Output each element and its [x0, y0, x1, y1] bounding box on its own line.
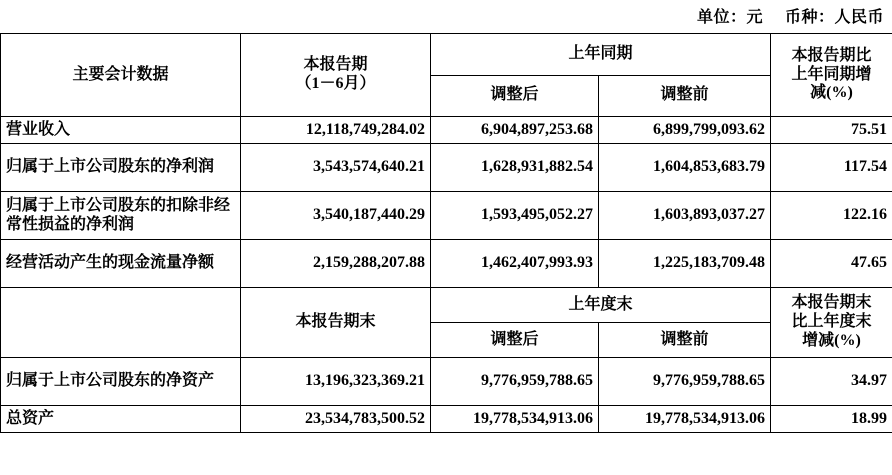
row-label: 营业收入	[1, 117, 241, 144]
row-prev-adjusted-value: 9,776,959,788.65	[431, 358, 599, 406]
header-change2-line3: 增减(%)	[802, 331, 861, 349]
table-row	[1, 240, 892, 288]
header-change-line3: 减(%)	[810, 84, 853, 102]
row-prev-unadjusted-value: 6,899,799,093.62	[599, 117, 771, 144]
header-change2-line1: 本报告期末	[791, 294, 872, 312]
header-same-period-last-year: 上年同期	[431, 34, 771, 76]
table-row	[1, 406, 892, 433]
row-change-value: 47.65	[771, 240, 892, 288]
header-current-period-line2: （1－6月）	[295, 75, 376, 92]
header-change-line1: 本报告期比	[791, 46, 872, 64]
header-current-period-line1: 本报告期	[303, 56, 368, 74]
header-change-line2: 上年同期增	[791, 65, 872, 83]
header-change-vs-last-year-end	[771, 288, 892, 358]
row-change-value: 117.54	[771, 144, 892, 192]
row-change-value: 18.99	[771, 406, 892, 433]
row-label: 归属于上市公司股东的扣除非经常性损益的净利润	[1, 192, 241, 240]
row-current-value: 13,196,323,369.21	[241, 358, 431, 406]
row-change-value: 122.16	[771, 192, 892, 240]
row-current-value: 12,118,749,284.02	[241, 117, 431, 144]
table-row	[1, 192, 892, 240]
header-adjusted-2: 调整后	[431, 323, 599, 358]
row-current-value: 23,534,783,500.52	[241, 406, 431, 433]
header-unadjusted: 调整前	[599, 75, 771, 117]
header-change-vs-last-year	[771, 34, 892, 117]
header-last-year-end: 上年度末	[431, 288, 771, 323]
row-change-value: 75.51	[771, 117, 892, 144]
row-label: 经营活动产生的现金流量净额	[1, 240, 241, 288]
header-adjusted: 调整后	[431, 75, 599, 117]
table-header-row-1	[1, 34, 892, 76]
row-prev-adjusted-value: 1,462,407,993.93	[431, 240, 599, 288]
header-change2-line2: 比上年度末	[791, 313, 872, 331]
header-current-period	[241, 34, 431, 117]
header-section2-blank	[1, 288, 241, 358]
table-row	[1, 144, 892, 192]
row-prev-unadjusted-value: 9,776,959,788.65	[599, 358, 771, 406]
row-change-value: 34.97	[771, 358, 892, 406]
row-label: 归属于上市公司股东的净利润	[1, 144, 241, 192]
row-prev-adjusted-value: 19,778,534,913.06	[431, 406, 599, 433]
header-unadjusted-2: 调整前	[599, 323, 771, 358]
table-row	[1, 117, 892, 144]
row-current-value: 2,159,288,207.88	[241, 240, 431, 288]
row-prev-adjusted-value: 1,593,495,052.27	[431, 192, 599, 240]
header-current-period-end: 本报告期末	[241, 288, 431, 358]
row-prev-adjusted-value: 6,904,897,253.68	[431, 117, 599, 144]
row-current-value: 3,540,187,440.29	[241, 192, 431, 240]
unit-label: 单位：元	[696, 9, 763, 26]
row-current-value: 3,543,574,640.21	[241, 144, 431, 192]
row-prev-adjusted-value: 1,628,931,882.54	[431, 144, 599, 192]
row-label: 归属于上市公司股东的净资产	[1, 358, 241, 406]
row-prev-unadjusted-value: 1,603,893,037.27	[599, 192, 771, 240]
table-header-row-3	[1, 288, 892, 323]
financial-summary-table	[0, 33, 892, 433]
row-prev-unadjusted-value: 19,778,534,913.06	[599, 406, 771, 433]
row-label: 总资产	[1, 406, 241, 433]
row-prev-unadjusted-value: 1,225,183,709.48	[599, 240, 771, 288]
table-row	[1, 358, 892, 406]
unit-currency-line	[0, 0, 892, 33]
currency-label: 币种：人民币	[784, 9, 884, 26]
header-main-accounting-data: 主要会计数据	[1, 34, 241, 117]
row-prev-unadjusted-value: 1,604,853,683.79	[599, 144, 771, 192]
